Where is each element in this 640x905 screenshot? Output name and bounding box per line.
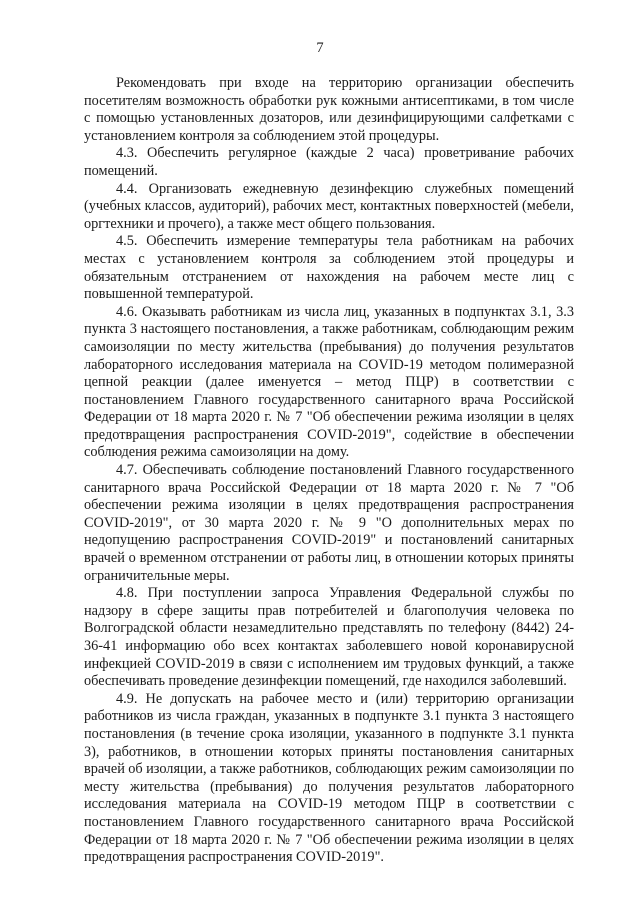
paragraph-4-9-workplace-access: 4.9. Не допускать на рабочее место и (или) территорию организации работников из числа граждан, указанных в подпункте 3.1 пункта 3 настоящего постановления (в течение срока изоляции, указанного в подпункте 3.1 пункта 3), работников, в отношении которых приняты постановления санитарных врачей об изоляции, а также работников, соблюдающих режим самоизоляции по месту жительства (пребывания) до получения результатов лабораторного исследования материала на COVID-19 методом ПЦР в соответствии с постановлением Главного государственного санитарного врача Российской Федерации от 18 марта 2020 г. № 7 "Об обеспечении режима изоляции в целях предотвращения распространения COVID-2019".: [84, 690, 574, 866]
paragraph-4-8-information-request: 4.8. При поступлении запроса Управления Федеральной службы по надзору в сфере защиты прав потребителей и благополучия человека по Волгоградской области незамедлительно представлять по телефону (8442) 24-36-41 информацию обо всех контактах заболевшего новой коронавирусной инфекцией COVID-2019 в связи с исполнением им трудовых функций, а также обеспечивать проведение дезинфекции помещений, где находился заболевший.: [84, 585, 574, 690]
document-body: [84, 75, 574, 867]
paragraph-4-5-temperature: 4.5. Обеспечить измерение температуры тела работникам на рабочих местах с установлением контроля за соблюдением этой процедуры и обязательным отстранением от нахождения на рабочем месте лиц с повышенной температурой.: [84, 233, 574, 303]
page-number: 7: [316, 40, 324, 56]
paragraph-4-6-self-isolation: 4.6. Оказывать работникам из числа лиц, указанных в подпунктах 3.1, 3.3 пункта 3 настоящего постановления, а также работникам, соблюдающим режим самоизоляции по месту жительства (пребывания) до получения результатов лабораторного исследования материала на COVID-19 методом полимеразной цепной реакции (далее именуется – метод ПЦР) в соответствии с постановлением Главного государственного санитарного врача Российской Федерации от 18 марта 2020 г. № 7 "Об обеспечении режима изоляции в целях предотвращения распространения COVID-2019", содействие в обеспечении соблюдения режима самоизоляции на дому.: [84, 303, 574, 461]
paragraph-4-3-ventilation: 4.3. Обеспечить регулярное (каждые 2 часа) проветривание рабочих помещений.: [84, 145, 574, 179]
paragraph-4-4-disinfection: 4.4. Организовать ежедневную дезинфекцию служебных помещений (учебных классов, аудиторий), рабочих мест, контактных поверхностей (мебели, оргтехники и прочего), а также мест общего пользования.: [84, 180, 574, 232]
paragraph-4-7-compliance: 4.7. Обеспечивать соблюдение постановлений Главного государственного санитарного врача Российской Федерации от 18 марта 2020 г. № 7 "Об обеспечении режима изоляции в целях предотвращения распространения COVID-2019", от 30 марта 2020 г. № 9 "О дополнительных мерах по недопущению распространения COVID-2019" и постановлений санитарных врачей о временном отстранении от работы лиц, в отношении которых приняты ограничительные меры.: [84, 462, 574, 584]
paragraph-hand-sanitizing: Рекомендовать при входе на территорию организации обеспечить посетителям возможность обработки рук кожными антисептиками, в том числе с помощью установленных дозаторов, или дезинфицирующими салфетками с установлением контроля за соблюдением этой процедуры.: [84, 75, 574, 144]
